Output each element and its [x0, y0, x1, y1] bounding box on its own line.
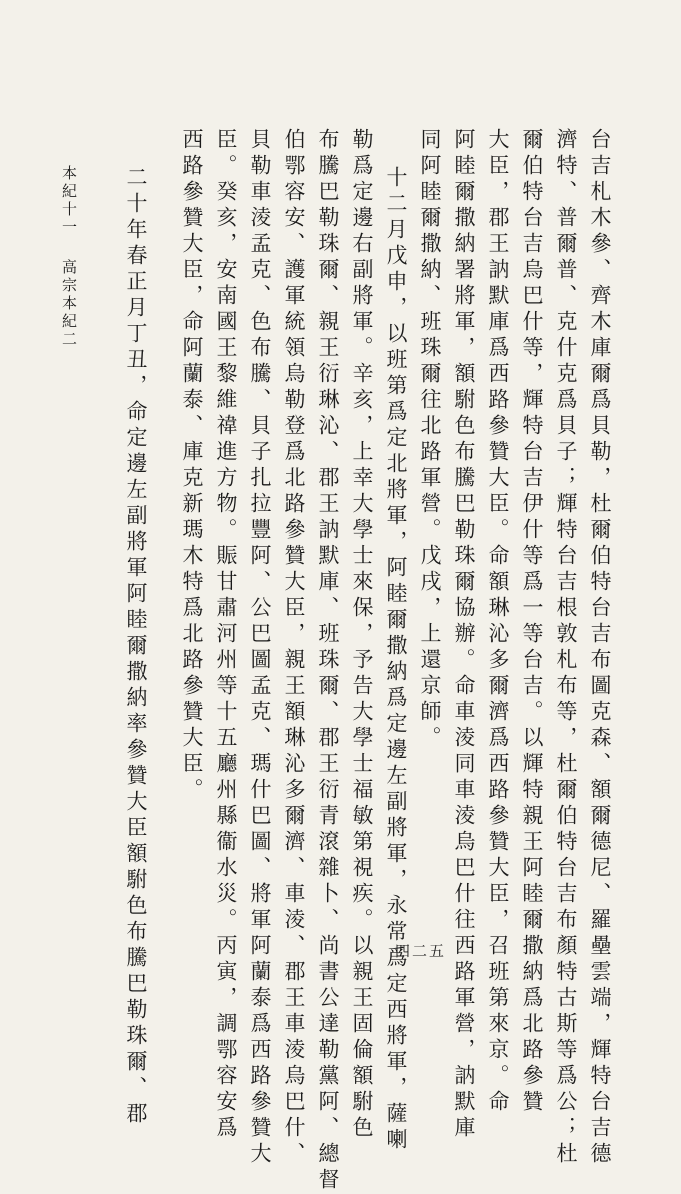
header-volume: 本紀十一 — [60, 165, 78, 237]
running-header — [61, 165, 77, 349]
text-column-4: 大臣，郡王訥默庫爲西路參贊大臣。命額琳沁多爾濟爲西路參贊大臣，召班第來京。命 — [486, 128, 510, 1116]
text-column-6: 同阿睦爾撒納、班珠爾往北路軍營。戊戌，上還京師。 — [418, 128, 442, 752]
text-column-13: 西路參贊大臣，命阿蘭泰、庫克新瑪木特爲北路參贊大臣。 — [180, 128, 204, 804]
text-column-5: 阿睦爾撒納署將軍，額駙色布騰巴勒珠爾協辦。命車淩同車淩烏巴什往西路軍營，訥默庫 — [452, 128, 476, 1142]
text-column-2: 濟特、普爾普、克什克爲貝子；輝特台吉根敦札布等，杜爾伯特台吉布顏特古斯等爲公；杜 — [554, 128, 578, 1168]
page-number: 四二五 — [395, 942, 447, 960]
text-column-3: 爾伯特台吉烏巴什等，輝特台吉伊什等爲一等台吉。以輝特親王阿睦爾撒納爲北路參贊 — [520, 128, 544, 1116]
header-chapter: 高宗本紀二 — [60, 259, 78, 349]
text-column-11: 貝勒車淩孟克、色布騰、貝子扎拉豐阿、公巴圖孟克、瑪什巴圖、將軍阿蘭泰爲西路參贊大 — [248, 128, 272, 1168]
text-column-7: 十二月戊申，以班第爲定北將軍，阿睦爾撒納爲定邊左副將軍，永常爲定西將軍，薩喇 — [384, 166, 408, 1154]
text-column-10: 伯鄂容安、護軍統領烏勒登爲北路參贊大臣，親王額琳沁多爾濟、車淩、郡王車淩烏巴什、 — [282, 128, 306, 1168]
text-column-8: 勒爲定邊右副將軍。辛亥，上幸大學士來保，予告大學士福敏第視疾。以親王固倫額駙色 — [350, 128, 374, 1142]
text-column-1: 台吉札木參、齊木庫爾爲貝勒，杜爾伯特台吉布圖克森、額爾德尼、羅壘雲端，輝特台吉德 — [588, 128, 612, 1168]
text-column-9: 布騰巴勒珠爾、親王衍琳沁、郡王訥默庫、班珠爾、郡王衍青滾雜卜、尚書公達勒黨阿、總督 — [316, 128, 340, 1194]
text-column-14: 二十年春正月丁丑，命定邊左副將軍阿睦爾撒納率參贊大臣額駙色布騰巴勒珠爾、郡 — [124, 166, 148, 1128]
text-column-12: 臣。癸亥，安南國王黎維禕進方物。賑甘肅河州等十五廳州縣衞水災。丙寅，調鄂容安爲 — [214, 128, 238, 1142]
